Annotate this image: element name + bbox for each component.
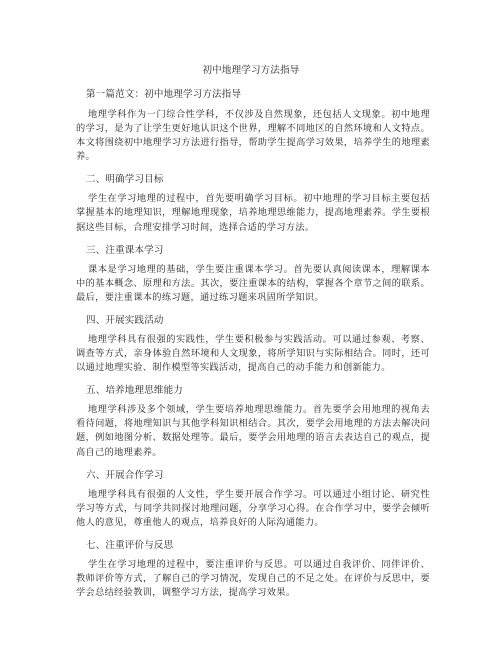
section-heading-thinking: 五、培养地理思维能力 [86,385,184,397]
section-body-practice: 地理学科具有很强的实践性，学生要积极参与实践活动。可以通过参观、考察、调查等方式，亲身体验自然环境和人文现象，将所学知识与实际相结合。同时，还可以通过地理实验、制作模型等实践活动，提高自己的动手能力和创新能力。 [76,333,430,374]
section-heading-practice: 四、开展实践活动 [86,314,164,326]
section-body-reflection: 学生在学习地理的过程中，要注重评价与反思。可以通过自我评价、同伴评价、教师评价等方式，了解自己的学习情况，发现自己的不足之处。在评价与反思中，要学会总结经验教训，调整学习方法，提高学习效果。 [76,558,430,599]
document-body [76,84,430,609]
section-heading-textbook: 三、注重课本学习 [86,244,164,256]
section-body-goals: 学生在学习地理的过程中，首先要明确学习目标。初中地理的学习目标主要包括掌握基本的地理知识，理解地理现象，培养地理思维能力，提高地理素养。学生要根据这些目标，合理安排学习时间，选择合适的学习方法。 [76,193,430,233]
intro-paragraph: 地理学科作为一门综合性学科，不仅涉及自然现象，还包括人文现象。初中地理的学习，是为了让学生更好地认识这个世界，理解不同地区的自然环境和人文特点。本文将围绕初中地理学习方法进行指导，帮助学生提高学习效果，培养学生的地理素养。 [76,109,430,163]
document-subtitle: 第一篇范文：初中地理学习方法指导 [86,89,242,100]
section-body-textbook: 课本是学习地理的基础，学生要注重课本学习。首先要认真阅读课本，理解课本中的基本概念、原理和方法。其次，要注重课本的结构，掌握各个章节之间的联系。最后，要注重课本的练习题，通过练习题来巩固所学知识。 [76,263,430,303]
section-body-thinking: 地理学科涉及多个领域，学生要培养地理思维能力。首先要学会用地理的视角去看待问题，将地理知识与其他学科知识相结合。其次，要学会用地理的方法去解决问题，例如地图分析、数据处理等。最后，要学会用地理的语言去表达自己的观点，提高自己的地理素养。 [76,404,430,458]
section-heading-cooperation: 六、开展合作学习 [86,469,164,481]
document-title: 初中地理学习方法指导 [202,65,300,76]
section-heading-reflection: 七、注重评价与反思 [86,539,174,551]
section-heading-goals: 二、明确学习目标 [86,174,164,186]
section-body-cooperation: 地理学科具有很强的人文性，学生要开展合作学习。可以通过小组讨论、研究性学习等方式，与同学共同探讨地理问题，分享学习心得。在合作学习中，要学会倾听他人的意见，尊重他人的观点，培养良好的人际沟通能力。 [76,488,430,528]
